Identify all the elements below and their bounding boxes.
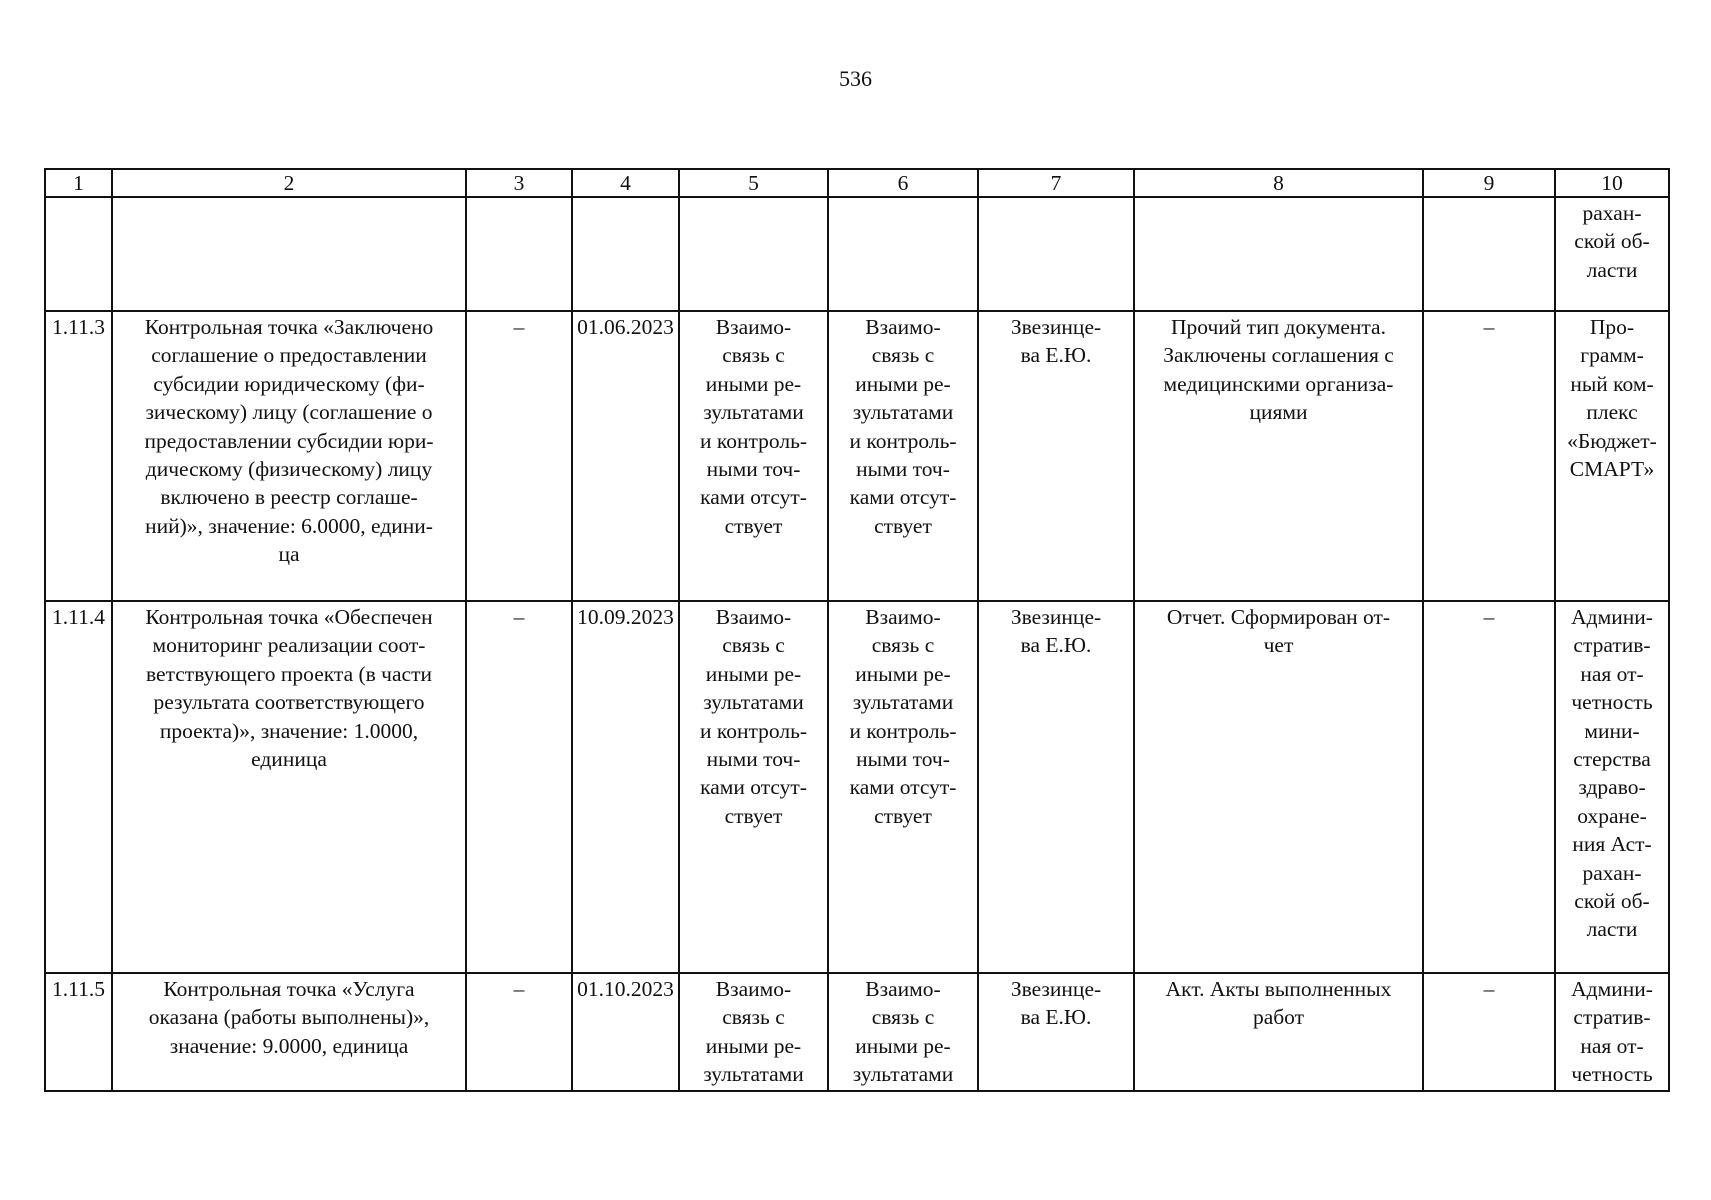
dash-cell: – [466, 601, 572, 973]
relation-cell: Взаимо- связь с иными ре- зультатами и контроль- ными точ- ками отсут- ствует [828, 311, 978, 601]
responsible-cell: Звезинце- ва Е.Ю. [978, 601, 1134, 973]
column-header: 7 [978, 169, 1134, 197]
column-header: 1 [45, 169, 112, 197]
row-number-cell: 1.11.4 [45, 601, 112, 973]
column-header: 10 [1555, 169, 1669, 197]
table-row [45, 311, 1669, 601]
column-header: 2 [112, 169, 466, 197]
continuation-row [45, 197, 1669, 311]
empty-cell [679, 197, 828, 311]
relation-cell: Взаимо- связь с иными ре- зультатами [679, 973, 828, 1091]
document-cell: Акт. Акты выполненных работ [1134, 973, 1423, 1091]
document-cell: Прочий тип документа. Заключены соглашения с медицинскими организа- циями [1134, 311, 1423, 601]
relation-cell: Взаимо- связь с иными ре- зультатами и контроль- ными точ- ками отсут- ствует [679, 601, 828, 973]
control-points-table [44, 168, 1670, 1092]
responsible-cell: Звезинце- ва Е.Ю. [978, 973, 1134, 1091]
table-row [45, 601, 1669, 973]
empty-cell [1423, 197, 1555, 311]
dash-cell: – [466, 973, 572, 1091]
table-row [45, 973, 1669, 1091]
row-number-cell: 1.11.5 [45, 973, 112, 1091]
empty-cell [112, 197, 466, 311]
empty-cell [45, 197, 112, 311]
empty-cell [466, 197, 572, 311]
dash-cell: – [466, 311, 572, 601]
relation-cell: Взаимо- связь с иными ре- зультатами [828, 973, 978, 1091]
row-number-cell: 1.11.3 [45, 311, 112, 601]
date-cell: 10.09.2023 [572, 601, 679, 973]
empty-cell [1134, 197, 1423, 311]
control-point-name-cell: Контрольная точка «Заключено соглашение о предоставлении субсидии юридическому (фи- зическому) лицу (соглашение о предоставлении субсидии юри- дическому (физическому) лицу включено в реестр соглаше- ний)», значение: 6.0000, едини- ца [112, 311, 466, 601]
column-header: 8 [1134, 169, 1423, 197]
relation-cell: Взаимо- связь с иными ре- зультатами и контроль- ными точ- ками отсут- ствует [679, 311, 828, 601]
column-header: 6 [828, 169, 978, 197]
source-cell: Про- грамм- ный ком- плекс «Бюджет- СМАРТ» [1555, 311, 1669, 601]
column-header: 9 [1423, 169, 1555, 197]
dash-cell: – [1423, 973, 1555, 1091]
date-cell: 01.10.2023 [572, 973, 679, 1091]
source-cell: рахан- ской об- ласти [1555, 197, 1669, 311]
source-cell: Админи- стратив- ная от- четность [1555, 973, 1669, 1091]
page-number: 536 [839, 66, 872, 91]
relation-cell: Взаимо- связь с иными ре- зультатами и контроль- ными точ- ками отсут- ствует [828, 601, 978, 973]
column-header: 3 [466, 169, 572, 197]
empty-cell [978, 197, 1134, 311]
control-point-name-cell: Контрольная точка «Обеспечен мониторинг реализации соот- ветствующего проекта (в части результата соответствующего проекта)», значение: 1.0000, единица [112, 601, 466, 973]
column-header: 4 [572, 169, 679, 197]
header-row [45, 169, 1669, 197]
column-header: 5 [679, 169, 828, 197]
control-point-name-cell: Контрольная точка «Услуга оказана (работы выполнены)», значение: 9.0000, единица [112, 973, 466, 1091]
dash-cell: – [1423, 601, 1555, 973]
document-cell: Отчет. Сформирован от- чет [1134, 601, 1423, 973]
empty-cell [572, 197, 679, 311]
dash-cell: – [1423, 311, 1555, 601]
empty-cell [828, 197, 978, 311]
source-cell: Админи- стратив- ная от- четность мини- стерства здраво- охране- ния Аст- рахан- ской об- ласти [1555, 601, 1669, 973]
date-cell: 01.06.2023 [572, 311, 679, 601]
responsible-cell: Звезинце- ва Е.Ю. [978, 311, 1134, 601]
